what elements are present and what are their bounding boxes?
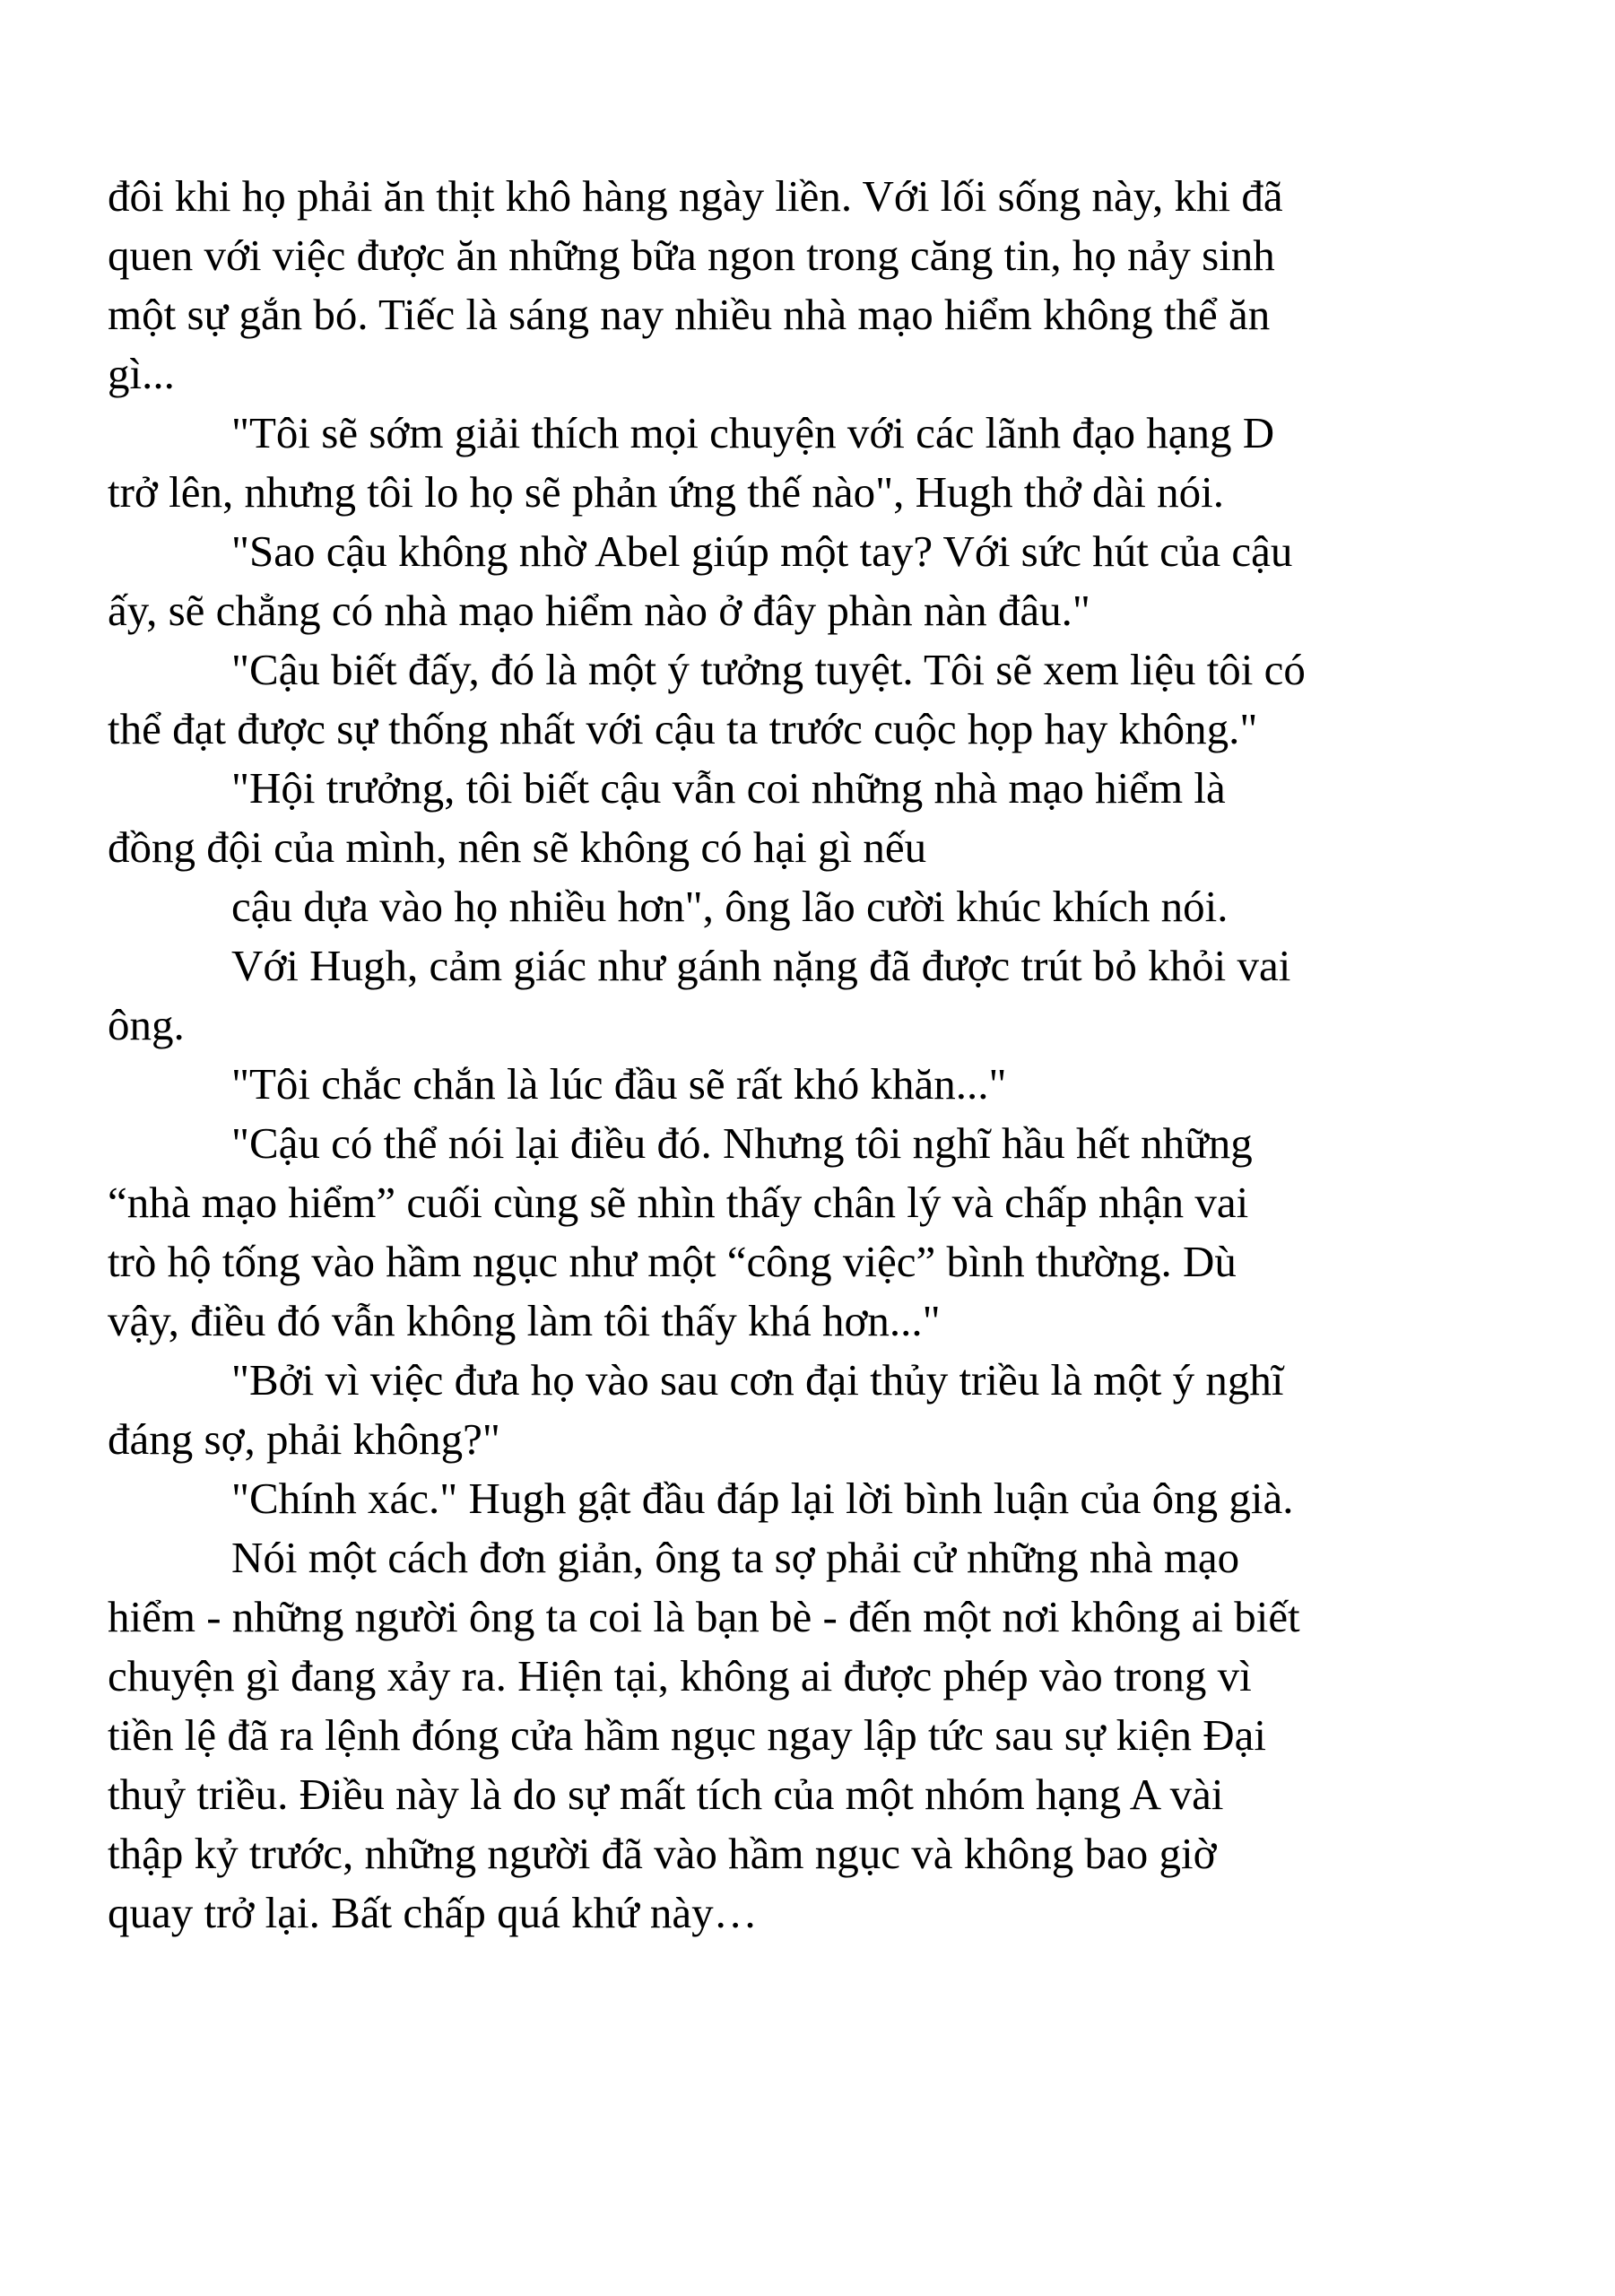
paragraph-start-line: cậu dựa vào họ nhiều hơn", ông lão cười khúc khích nói.	[231, 882, 1229, 931]
paragraph-start-line: "Chính xác." Hugh gật đầu đáp lại lời bình luận của ông già.	[231, 1474, 1294, 1523]
paragraph-start-line: "Hội trưởng, tôi biết cậu vẫn coi những nhà mạo hiểm là	[231, 763, 1226, 813]
text-line: tiền lệ đã ra lệnh đóng cửa hầm ngục ngay lập tức sau sự kiện Đại	[108, 1710, 1267, 1760]
paragraph-start-line: "Bởi vì việc đưa họ vào sau cơn đại thủy triều là một ý nghĩ	[231, 1355, 1284, 1405]
text-line: ấy, sẽ chẳng có nhà mạo hiểm nào ở đây phàn nàn đâu."	[108, 586, 1090, 635]
paragraph-start-line: "Tôi sẽ sớm giải thích mọi chuyện với các lãnh đạo hạng D	[231, 408, 1275, 457]
text-line: trò hộ tống vào hầm ngục như một “công việc” bình thường. Dù	[108, 1237, 1237, 1286]
paragraph-start-line: "Cậu có thể nói lại điều đó. Nhưng tôi nghĩ hầu hết những	[231, 1118, 1253, 1168]
text-line: thể đạt được sự thống nhất với cậu ta trước cuộc họp hay không."	[108, 704, 1258, 753]
paragraph-start-line: "Tôi chắc chắn là lúc đầu sẽ rất khó khăn..."	[231, 1059, 1007, 1109]
text-line: đồng đội của mình, nên sẽ không có hại gì nếu	[108, 822, 927, 872]
paragraph-start-line: Nói một cách đơn giản, ông ta sợ phải cử những nhà mạo	[231, 1533, 1240, 1582]
text-line: thập kỷ trước, những người đã vào hầm ngục và không bao giờ	[108, 1829, 1217, 1878]
text-line: một sự gắn bó. Tiếc là sáng nay nhiều nhà mạo hiểm không thể ăn	[108, 290, 1271, 339]
text-line: thuỷ triều. Điều này là do sự mất tích của một nhóm hạng A vài	[108, 1770, 1224, 1819]
paragraph-start-line: "Cậu biết đấy, đó là một ý tưởng tuyệt. Tôi sẽ xem liệu tôi có	[231, 645, 1306, 694]
text-line: hiểm - những người ông ta coi là bạn bè - đến một nơi không ai biết	[108, 1592, 1300, 1641]
text-line: ông.	[108, 1000, 185, 1049]
text-line: đôi khi họ phải ăn thịt khô hàng ngày liền. Với lối sống này, khi đã	[108, 171, 1283, 221]
text-line: quen với việc được ăn những bữa ngon trong căng tin, họ nảy sinh	[108, 230, 1275, 280]
text-line: “nhà mạo hiểm” cuối cùng sẽ nhìn thấy chân lý và chấp nhận vai	[108, 1178, 1249, 1227]
text-line: gì...	[108, 349, 175, 398]
text-line: đáng sợ, phải không?"	[108, 1414, 500, 1464]
text-line: trở lên, nhưng tôi lo họ sẽ phản ứng thế nào", Hugh thở dài nói.	[108, 467, 1224, 517]
document-page	[108, 167, 1524, 1943]
text-line: vậy, điều đó vẫn không làm tôi thấy khá hơn..."	[108, 1296, 941, 1345]
paragraph-start-line: "Sao cậu không nhờ Abel giúp một tay? Với sức hút của cậu	[231, 526, 1293, 576]
paragraph-start-line: Với Hugh, cảm giác như gánh nặng đã được trút bỏ khỏi vai	[231, 941, 1291, 990]
text-line: quay trở lại. Bất chấp quá khứ này…	[108, 1888, 758, 1937]
text-line: chuyện gì đang xảy ra. Hiện tại, không ai được phép vào trong vì	[108, 1651, 1252, 1700]
